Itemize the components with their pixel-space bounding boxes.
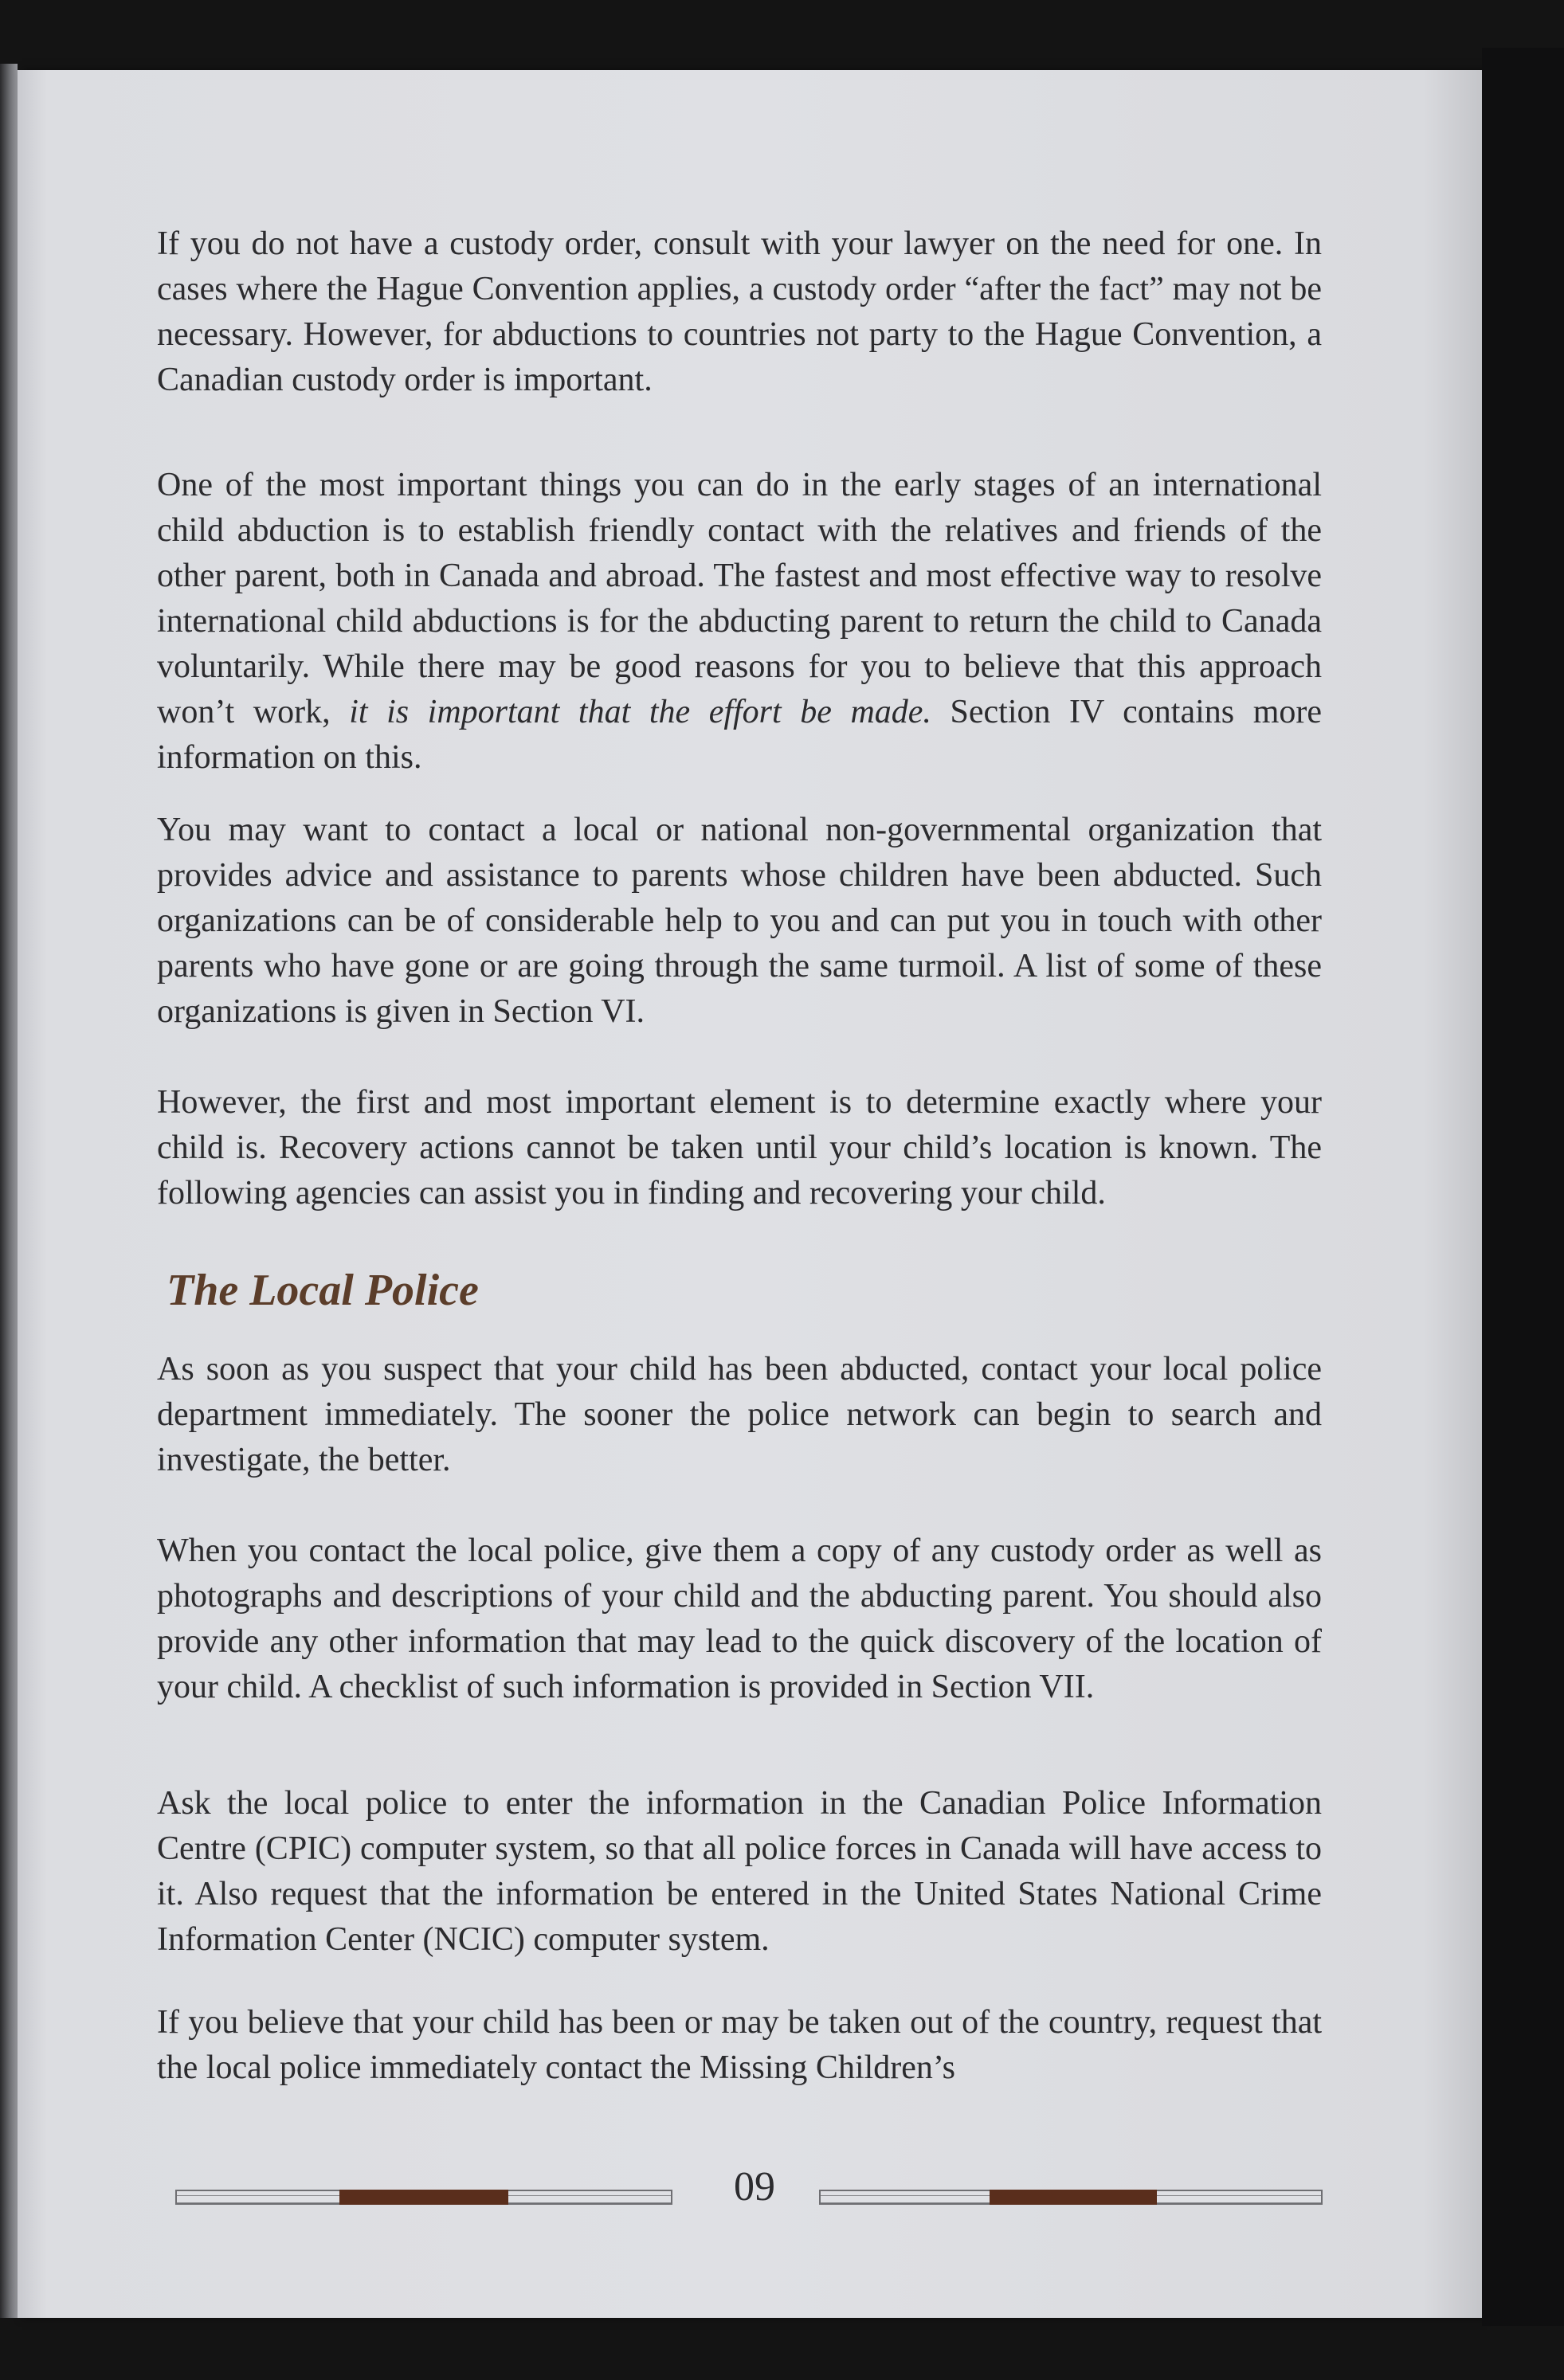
background-edge (1482, 48, 1564, 2326)
paragraph-friendly-contact-main: One of the most important things you can do in the early stages of an international child abduction is to establish friendly contact with the relatives and friends of the other parent, both in Canada and abroad. The fastest and most effective way to resolve international child abductions is for the abducting parent to return the child to Canada voluntarily. While there may be good reasons for you to believe that this approach won’t work, (157, 467, 1322, 730)
paragraph-determine-location: However, the first and most important element is to determine exactly where your child is. Recovery actions cannot be taken until your child’s location is known. The following agencies can assist you in finding and recovering your child. (157, 1084, 1322, 1212)
paragraph-friendly-contact (157, 463, 1322, 781)
footer-rule-right-accent (990, 2190, 1157, 2205)
paragraph-ngo-contact: You may want to contact a local or national non-governmental organization that provides advice and assistance to parents whose children have been abducted. Such organizations can be of considerable help to you and can put you in touch with other parents who have gone or are going through the same turmoil. A list of some of these organizations is given in Section VI. (157, 812, 1322, 1030)
paragraph-missing-childrens: If you believe that your child has been or may be taken out of the country, request that the local police immediately contact the Missing Children’s (157, 2004, 1322, 2086)
footer-rule-left (175, 2190, 672, 2205)
paragraph-friendly-contact-end: Section IV contains more information on this. (157, 694, 1322, 776)
book-spine-edge (0, 64, 18, 2318)
footer-rule-right (819, 2190, 1323, 2205)
footer-rule-left-accent (339, 2190, 508, 2205)
paragraph-custody-order: If you do not have a custody order, consult with your lawyer on the need for one. In cases where the Hague Convention applies, a custody order “after the fact” may not be necessary. However, for abductions to countries not party to the Hague Convention, a Canadian custody order is important. (157, 225, 1322, 398)
page-number: 09 (734, 2164, 775, 2210)
paragraph-contact-police: As soon as you suspect that your child has been abducted, contact your local police department immediately. The sooner the police network can begin to search and investigate, the better. (157, 1351, 1322, 1478)
paragraph-friendly-contact-emphasis: it is important that the effort be made. (349, 694, 931, 730)
paragraph-cpic-ncic: Ask the local police to enter the information in the Canadian Police Information Centre (CPIC) computer system, so that all police forces in Canada will have access to it. Also request that the information be entered in the United States National Crime Information Center (NCIC) computer system. (157, 1785, 1322, 1958)
book-page (18, 70, 1482, 2318)
paragraph-custody-copy: When you contact the local police, give them a copy of any custody order as well as photographs and descriptions of your child and the abducting parent. You should also provide any other information that may lead to the quick discovery of the location of your child. A checklist of such information is provided in Section VII. (157, 1533, 1322, 1705)
section-heading-local-police: The Local Police (167, 1266, 479, 1315)
